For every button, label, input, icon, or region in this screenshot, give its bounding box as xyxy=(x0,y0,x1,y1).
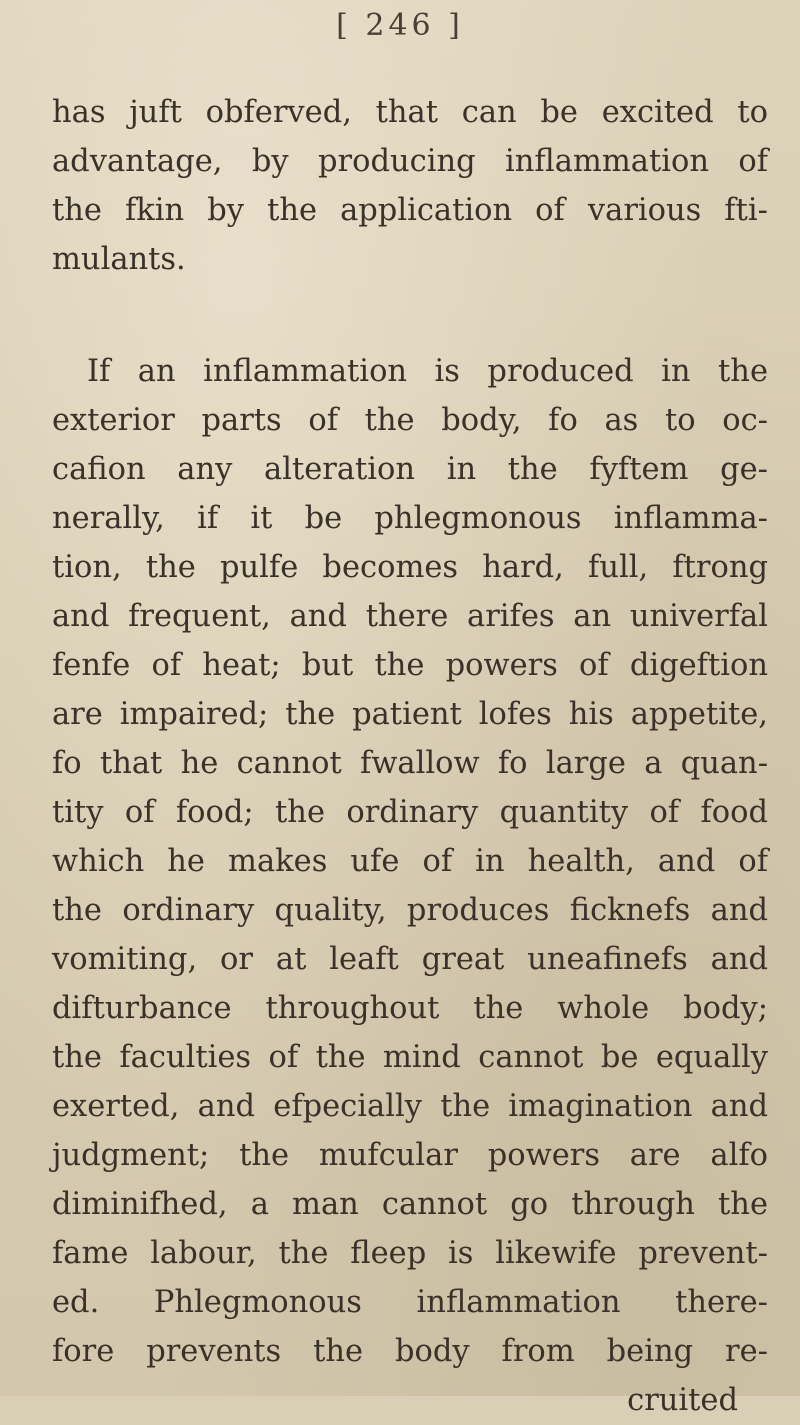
text-line: ed. Phlegmonous inflammation there- xyxy=(52,1285,768,1320)
text-line: the fkin by the application of various fti- xyxy=(52,193,768,228)
text-line: the faculties of the mind cannot be equally xyxy=(52,1040,768,1075)
body-text xyxy=(52,88,768,1425)
text-line: and frequent, and there arifes an univerfal xyxy=(52,599,768,634)
text-line: diminifhed, a man cannot go through the xyxy=(52,1187,768,1222)
text-line: vomiting, or at leaft great uneafinefs and xyxy=(52,942,768,977)
text-line: fore prevents the body from being re- xyxy=(52,1334,768,1369)
text-line: If an inflammation is produced in the xyxy=(87,354,768,389)
text-line: fo that he cannot fwallow fo large a quan- xyxy=(52,746,768,781)
text-line: has juft obferved, that can be excited to xyxy=(52,95,768,130)
page-number-header: [ 246 ] xyxy=(336,8,464,43)
paragraph-gap xyxy=(52,284,768,347)
text-line: tion, the pulfe becomes hard, full, ftrong xyxy=(52,550,768,585)
text-line: judgment; the mufcular powers are alfo xyxy=(52,1138,768,1173)
text-line: are impaired; the patient lofes his appetite, xyxy=(52,697,768,732)
text-line: fame labour, the fleep is likewife prevent- xyxy=(52,1236,768,1271)
text-line: difturbance throughout the whole body; xyxy=(52,991,768,1026)
text-line: nerally, if it be phlegmonous inflamma- xyxy=(52,501,768,536)
text-line: which he makes ufe of in health, and of xyxy=(52,844,768,879)
text-line: tity of food; the ordinary quantity of food xyxy=(52,795,768,830)
catchword: cruited xyxy=(627,1383,738,1418)
text-line: exerted, and efpecially the imagination and xyxy=(52,1089,768,1124)
text-line: cafion any alteration in the fyftem ge- xyxy=(52,452,768,487)
text-line: mulants. xyxy=(52,242,186,277)
text-line: fenfe of heat; but the powers of digeftion xyxy=(52,648,768,683)
text-line: advantage, by producing inflammation of xyxy=(52,144,768,179)
text-line: exterior parts of the body, fo as to oc- xyxy=(52,403,768,438)
text-line: the ordinary quality, produces ficknefs and xyxy=(52,893,768,928)
